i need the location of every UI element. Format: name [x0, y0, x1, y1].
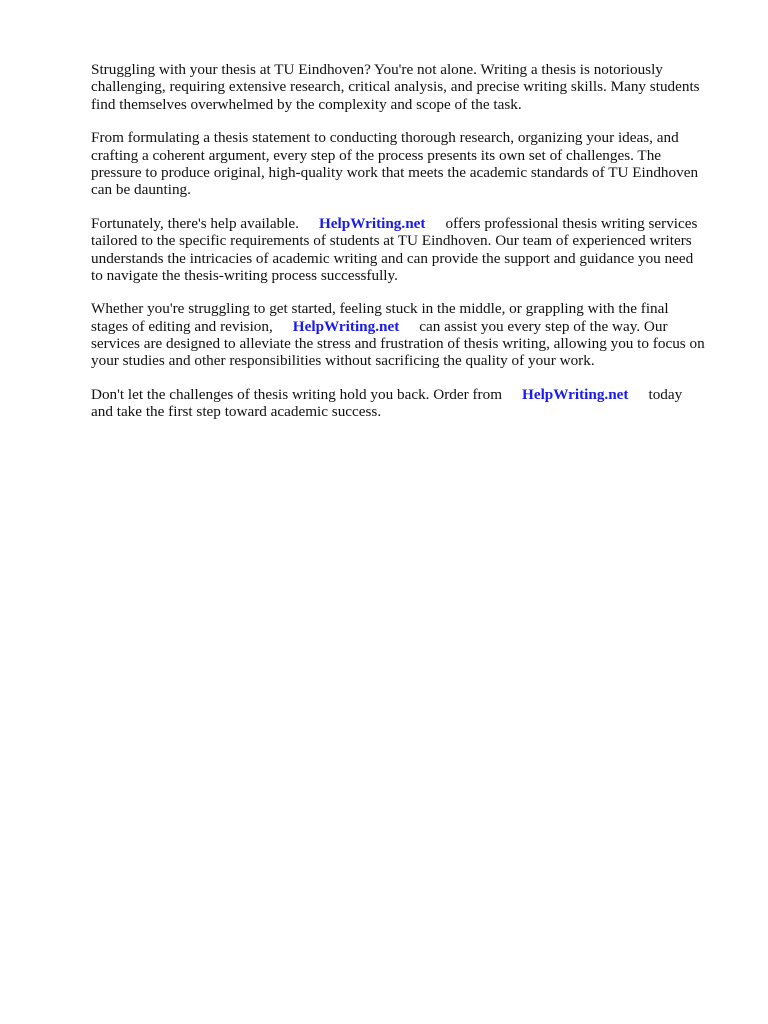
- text-line: and take the first step toward academic success.: [91, 403, 382, 421]
- helpwriting-link[interactable]: HelpWriting.net: [522, 385, 629, 403]
- text-line: can be daunting.: [91, 181, 191, 199]
- text-line: pressure to produce original, high-quality work that meets the academic standards of TU Eindhoven: [91, 163, 699, 181]
- text-line: crafting a coherent argument, every step of the process presents its own set of challenges. The: [91, 146, 662, 164]
- text-line: From formulating a thesis statement to conducting thorough research, organizing your ideas, and: [91, 129, 679, 147]
- text-fragment: stages of editing and revision,: [91, 317, 273, 335]
- document-body: [91, 61, 731, 437]
- text-line: [91, 318, 731, 335]
- paragraph-challenges: [91, 129, 731, 199]
- text-fragment: Fortunately, there's help available.: [91, 214, 299, 232]
- paragraph-intro: [91, 61, 731, 113]
- text-line: to navigate the thesis-writing process successfully.: [91, 266, 398, 284]
- text-line: Struggling with your thesis at TU Eindhoven? You're not alone. Writing a thesis is notoriously: [91, 61, 663, 78]
- text-fragment: offers professional thesis writing services: [445, 214, 698, 232]
- text-fragment: can assist you every step of the way. Our: [419, 317, 668, 335]
- text-line: services are designed to alleviate the stress and frustration of thesis writing, allowing you to focus on: [91, 335, 705, 353]
- text-line: challenging, requiring extensive research, critical analysis, and precise writing skills. Many students: [91, 78, 700, 96]
- helpwriting-link[interactable]: HelpWriting.net: [292, 317, 400, 335]
- text-line: tailored to the specific requirements of students at TU Eindhoven. Our team of experienced writers: [91, 232, 692, 250]
- text-line: [91, 215, 731, 232]
- text-line: understands the intricacies of academic writing and can provide the support and guidance you need: [91, 249, 694, 267]
- paragraph-assist: [91, 300, 731, 370]
- helpwriting-link[interactable]: HelpWriting.net: [318, 214, 426, 232]
- text-line: Whether you're struggling to get started, feeling stuck in the middle, or grappling with the final: [91, 300, 669, 318]
- text-line: [91, 386, 731, 403]
- text-fragment: today: [648, 385, 683, 403]
- text-line: find themselves overwhelmed by the complexity and scope of the task.: [91, 95, 522, 113]
- paragraph-cta: [91, 386, 731, 421]
- paragraph-help: [91, 215, 731, 285]
- text-fragment: Don't let the challenges of thesis writing hold you back. Order from: [91, 385, 503, 403]
- text-line: your studies and other responsibilities without sacrificing the quality of your work.: [91, 352, 595, 370]
